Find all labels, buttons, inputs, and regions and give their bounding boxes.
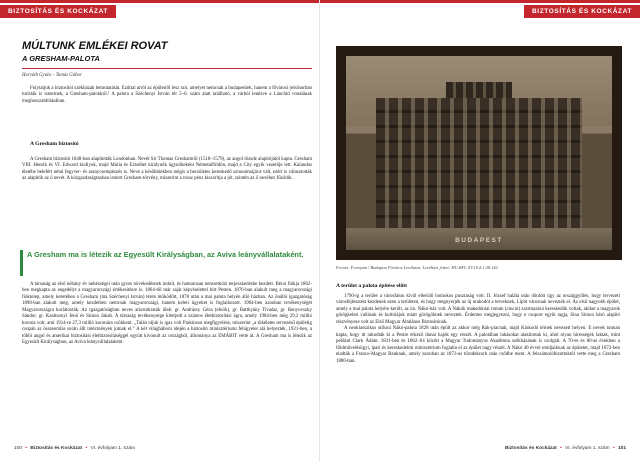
- intro-paragraph: Folytatjuk a biztosítói székházak bemutatását. Ezúttal arról az épületről lesz szó, amelyet nemcsak a budapestiek, hanem a fővárosi (elsősorban turisták is ismernek, a Gresham-palotáról.¹ A palota a Széchenyi István tér 5–6. szám alatt található, a várból lenézve a Lánchíd vonalának meghosszabbításában.: [22, 86, 312, 104]
- photo-credit: Forrás: Fortepan / Budapest Főváros Levéltára. Levéltári jelzet: HU.BFL.XV.19.d.1.08.142: [336, 265, 498, 270]
- left-section-tab: BIZTOSÍTÁS ÉS KOCKÁZAT: [0, 5, 116, 18]
- section2-paragraph-block: [336, 294, 620, 365]
- left-footer-magazine: Biztosítás és Kockázat: [30, 446, 83, 451]
- pull-quote: A Gresham ma is létezik az Egyesült Királyságban, az Aviva leányvállalataként.: [20, 250, 310, 276]
- section2-heading: A terület a palota építése előtt: [336, 283, 407, 289]
- photo-building-facade: [376, 98, 582, 228]
- left-footer-separator-1: •: [25, 446, 28, 451]
- right-footer-separator-1: •: [560, 446, 562, 451]
- right-footer-issue: VI. évfolyam 1. szám: [565, 446, 610, 451]
- photo-printed-caption: BUDAPEST: [455, 237, 503, 244]
- photo-image-area: [346, 56, 612, 250]
- section1-paragraph-block: [22, 157, 312, 183]
- section1-heading: A Gresham biztosító: [30, 141, 79, 147]
- gresham-palace-photo: [336, 46, 622, 260]
- left-footer-separator-2: •: [85, 446, 88, 451]
- right-footer-magazine: Biztosítás és Kockázat: [504, 446, 557, 451]
- article-authors: Horváth Gyula – Tamás Gábor: [22, 73, 82, 78]
- left-page-number: 100: [14, 446, 23, 451]
- left-top-accent-strip: [0, 0, 320, 3]
- right-top-accent-strip: [320, 0, 640, 3]
- section1-paragraph: A Gresham biztosító 1848-ban alapították Londonban. Nevét Sir Thomas Greshamről (1518–1579), az angol tőzsde alapítójától kapta. Gresham VIII. Henrik és VI. Edward királyok, majd Mária és Erzsébet királynők ügynökeként Németalföldön, majd a City egyik vezetője lett. Kalandos életébe belefért némi fegyver- és aranycsempészés is. Neve a későbbiekben mégis a becsületes kereskedő szinonimájává vált, ezért is választották az alapítók az ő nevét. A közgazdaságtanban ismert Gresham-törvény, miszerint a rossz pénz kiszorítja a jót, szintén az ő nevéhez fűződik.: [22, 157, 312, 182]
- intro-paragraph-block: [22, 86, 312, 105]
- section1-continued-paragraph: A társaság az első néhány év nehézségei után gyors növekedésnek indult, és hamarosan nemzetközi terjeszkedésbe kezdett. Bécsi fiókja 1862-ben megkapta az engedélyt a magyarországi értékesítésre is. 1864-től már saját képviselettel bírt Pesten. 1876-ban alakult meg a magyarországi fióktelep, amely keretében a Gresham (ma Széchenyi István) téren működött, 1878 után a mai palota helyén álló házban. Az önálló igazgatóság 1898-ban alakult meg, amely kezdetben nemcsak magyarországi, hanem keleti ügyeket is foglalkozott. 1904-ben azonban tevékenységét Magyarországra korlátozták. Az igazgatóságban neves arisztokraták ülek: gr. Andrássy Géza (elnök), gr. Batthyány Tivadar, gr. Benyovszky Sándor, gr. Karátsonyi Jenő és Simon Jakab. A társaság tevékenysége kiterjedt a számos életbiztosítási ágra, amely 1904-ben még 29,2 millió korona volt, ami 1914-re 27,3 millió koronára csökkent. „Talán rájuk is igaz volt Parkinson megfigyelése, miszerint „a tökéletes tervezésű épületig csupán az összeomlás során állt intézmények jutnak el.” A két világháború idején a biztosító minisztériumi felügyelet alá helyezték, 1921-ben, a többi angol és amerikai biztosítási életbiztosításéggel együtt kivonult az országból, állománya az EMÁBIT vette át. A Gresham ma is létezik az Egyesült Királyságban, az Aviva leányvállalataként.: [22, 282, 312, 346]
- section2-paragraph-2: A neoklasszikus stílusú Nákó-palota 1828 után épült az akkor még Rak-piacnak, majd Kinkodó térnek nevezett helyen. E nevek tonnan kapta, hogy itt rakodták ki a Pestre érkező dunai hajók egy részét. A palotában lakásokat alakítottak ki, ahol olyan hírességek laktak, mint például Clark Ádám. 1831-ben és 1862–64 között a Magyar Tudományos Akadémia székházának is szolgált. A 70-es és 80-as években a földművelésügyi, ipari és kereskedelmi minisztérium foglalta el az épület nagy részét. A Nákó 40 évvel utódjaiknak az épületet, majd 1872-ben eladták a Franco-Magyar Banknak, amely azonban az 1873-as tőzsdekrach után csődbe ment. A felszámolóbizottoktól vette meg a Gresham 1880-ban.: [336, 326, 620, 364]
- left-footer: [14, 444, 135, 454]
- left-footer-issue: VI. évfolyam 1. szám: [90, 446, 136, 451]
- right-page-number: 101: [617, 446, 626, 451]
- right-footer: [505, 444, 626, 454]
- title-divider: [22, 68, 312, 69]
- rovat-title: MÚLTUNK EMLÉKEI ROVAT: [22, 40, 168, 52]
- right-footer-separator-2: •: [612, 446, 615, 451]
- right-section-tab: BIZTOSÍTÁS ÉS KOCKÁZAT: [524, 5, 640, 18]
- article-subtitle: A GRESHAM-PALOTA: [22, 54, 100, 63]
- section2-paragraph-1: 1790-ig a terület a városfalon kívül elterülő homokos pusztaság volt. II. József halála után döntött úgy az országgyűlés, hogy tervezett városfejlesztést kezdenek ezen a területen, és hogy megnyerjék az új urakodót a terveknek, Lipót városnak nevezték el. Az első nagyobb épület, amely a mai palota helyére került, az ún. Nákó-ház volt. A Nákók makedóniai román (cincár) származású kereskedők voltak, akiket a magyarok görögkeleti vallásuk és kultúrájuk miatt görögöknek neveztek. Érdemes megjegyezni, hogy e csoport egyik tagja, Sina Simon báró alapító részvényese volt az Első Magyar Általános Biztosítónak.: [336, 294, 620, 325]
- section1-continued-block: [22, 282, 312, 347]
